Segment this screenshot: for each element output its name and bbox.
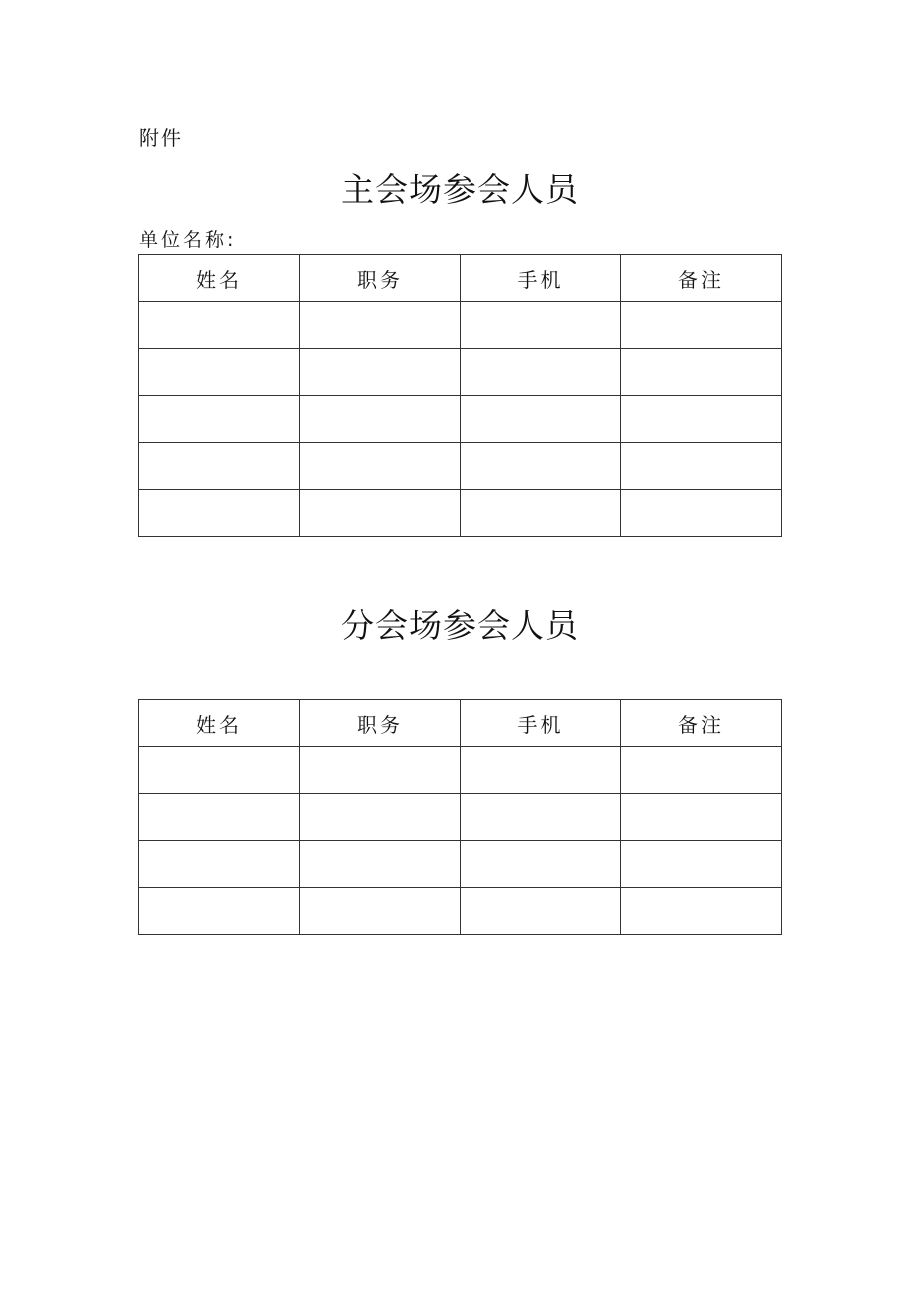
table-row xyxy=(139,396,782,443)
table-cell[interactable] xyxy=(139,349,300,396)
sub-venue-table xyxy=(138,699,782,935)
attachment-label: 附件 xyxy=(139,126,183,150)
table-row xyxy=(139,888,782,935)
table-row xyxy=(139,443,782,490)
table-row xyxy=(139,841,782,888)
table-cell[interactable] xyxy=(461,349,621,396)
table-cell[interactable] xyxy=(139,490,300,537)
column-header-remarks: 备注 xyxy=(621,700,782,747)
table-cell[interactable] xyxy=(621,349,782,396)
unit-name-label: 单位名称: xyxy=(139,229,237,251)
table-header-row xyxy=(139,700,782,747)
table-cell[interactable] xyxy=(300,490,461,537)
table-cell[interactable] xyxy=(461,841,621,888)
table-cell[interactable] xyxy=(300,396,461,443)
table-cell[interactable] xyxy=(300,747,461,794)
table-row xyxy=(139,490,782,537)
table-cell[interactable] xyxy=(461,490,621,537)
table-cell[interactable] xyxy=(621,443,782,490)
table-cell[interactable] xyxy=(621,841,782,888)
column-header-remarks: 备注 xyxy=(621,255,782,302)
table-row xyxy=(139,302,782,349)
table-cell[interactable] xyxy=(461,888,621,935)
table-cell[interactable] xyxy=(300,841,461,888)
sub-venue-title: 分会场参会人员 xyxy=(341,606,579,645)
table-cell[interactable] xyxy=(139,396,300,443)
table-header-row xyxy=(139,255,782,302)
table-cell[interactable] xyxy=(621,302,782,349)
table-cell[interactable] xyxy=(621,888,782,935)
table-cell[interactable] xyxy=(300,888,461,935)
column-header-name: 姓名 xyxy=(139,255,300,302)
table-row xyxy=(139,349,782,396)
table-cell[interactable] xyxy=(300,302,461,349)
table-cell[interactable] xyxy=(461,794,621,841)
table-row xyxy=(139,794,782,841)
table-cell[interactable] xyxy=(621,794,782,841)
table-cell[interactable] xyxy=(139,443,300,490)
main-venue-table xyxy=(138,254,782,537)
table-cell[interactable] xyxy=(139,841,300,888)
table-row xyxy=(139,747,782,794)
table-cell[interactable] xyxy=(139,794,300,841)
column-header-position: 职务 xyxy=(300,255,461,302)
table-cell[interactable] xyxy=(461,747,621,794)
table-cell[interactable] xyxy=(461,443,621,490)
column-header-phone: 手机 xyxy=(461,255,621,302)
table-cell[interactable] xyxy=(461,396,621,443)
table-cell[interactable] xyxy=(621,396,782,443)
column-header-phone: 手机 xyxy=(461,700,621,747)
table-cell[interactable] xyxy=(621,747,782,794)
column-header-name: 姓名 xyxy=(139,700,300,747)
table-cell[interactable] xyxy=(300,349,461,396)
column-header-position: 职务 xyxy=(300,700,461,747)
table-cell[interactable] xyxy=(139,888,300,935)
table-cell[interactable] xyxy=(139,302,300,349)
table-cell[interactable] xyxy=(300,443,461,490)
table-cell[interactable] xyxy=(461,302,621,349)
table-cell[interactable] xyxy=(621,490,782,537)
table-cell[interactable] xyxy=(300,794,461,841)
table-cell[interactable] xyxy=(139,747,300,794)
main-venue-title: 主会场参会人员 xyxy=(341,170,579,209)
